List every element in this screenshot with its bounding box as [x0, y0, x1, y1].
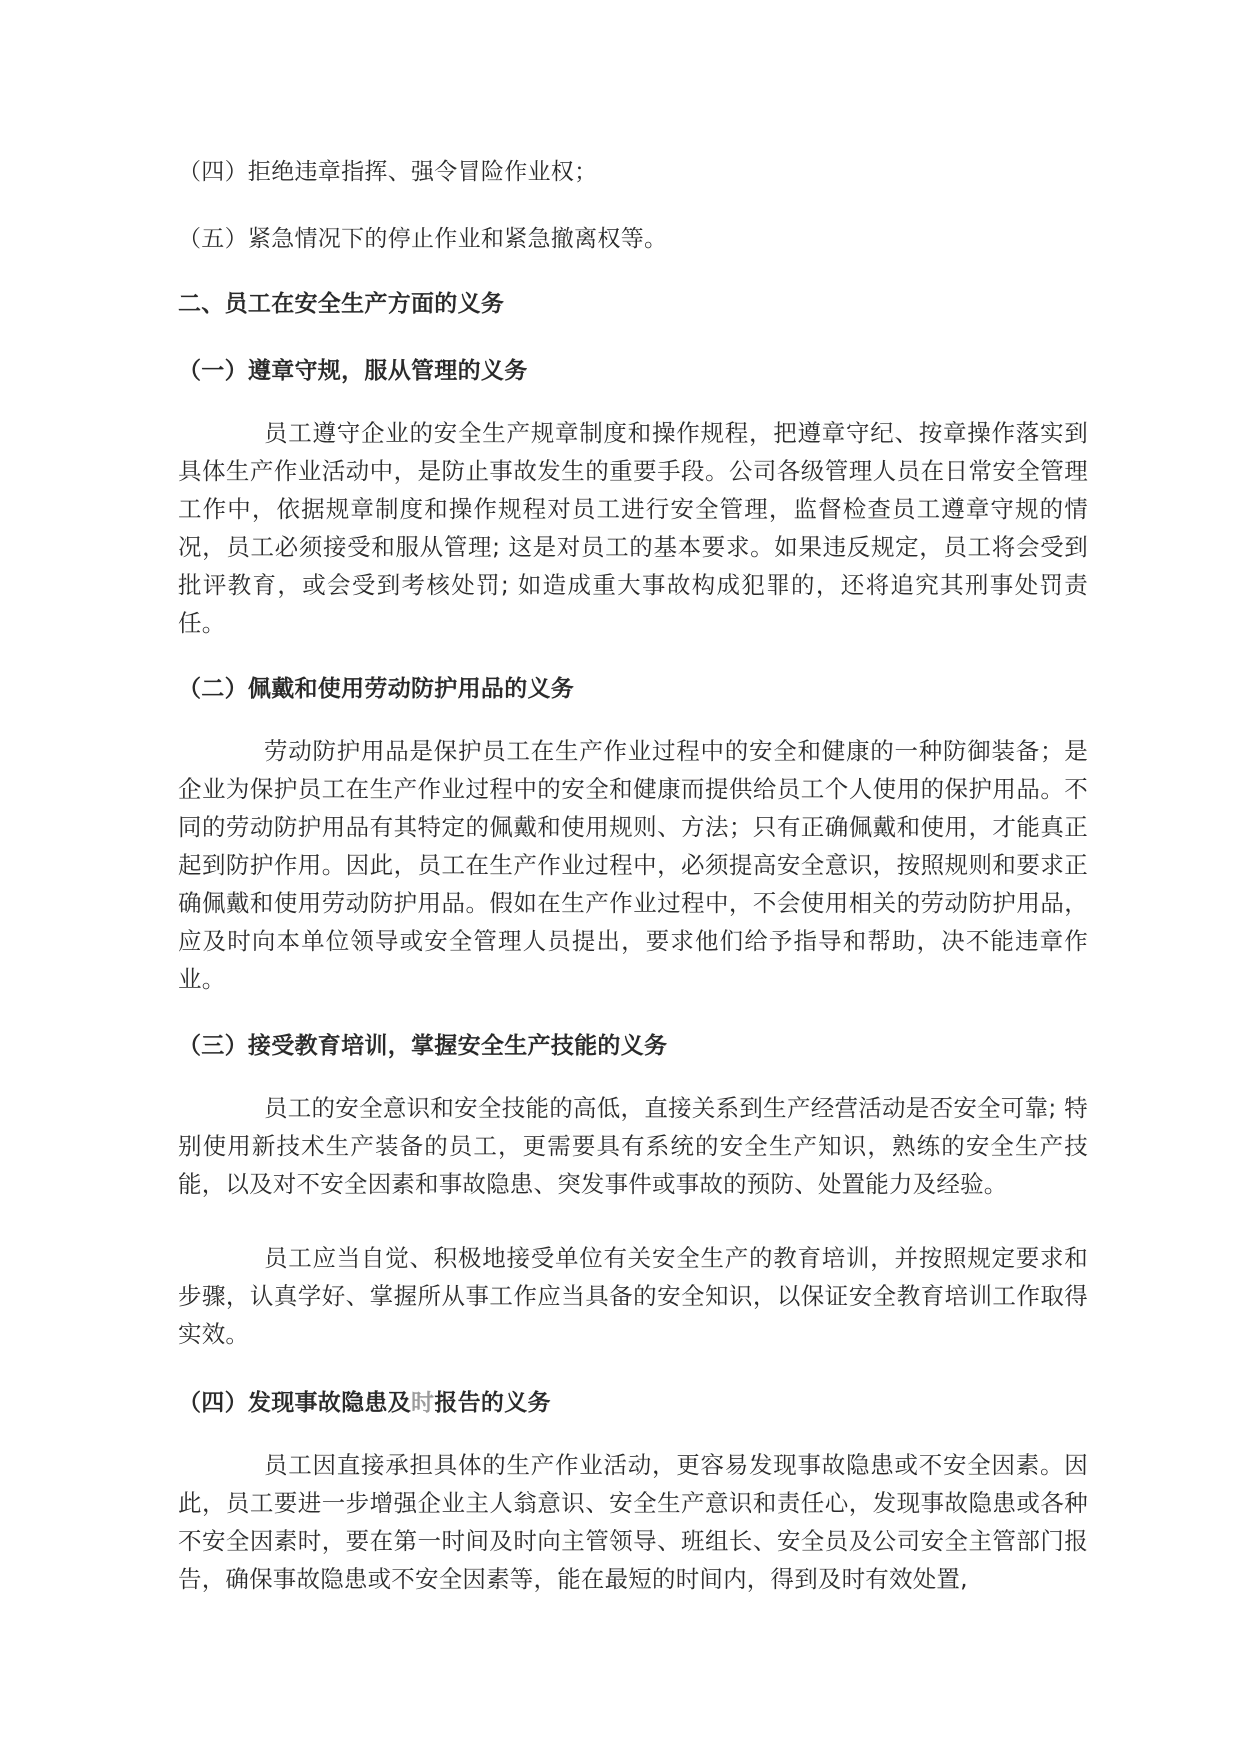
subsection-title-4-part-a: （四）发现事故隐患及: [178, 1390, 411, 1416]
paragraph-4: 员工应当自觉、积极地接受单位有关安全生产的教育培训，并按照规定要求和步骤，认真学好、掌握所从事工作应当具备的安全知识，以保证安全教育培训工作取得实效。: [178, 1244, 1088, 1348]
subsection-title-4-part-c: 报告的义务: [434, 1390, 551, 1416]
paragraph-3: 员工的安全意识和安全技能的高低，直接关系到生产经营活动是否安全可靠; 特别使用新技术生产装备的员工，更需要具有系统的安全生产知识，熟练的安全生产技能，以及对不安全因素和事故隐患、突发事件或事故的预防、处置能力及经验。: [178, 1094, 1088, 1198]
subsection-title-4-part-b: 时: [411, 1390, 435, 1416]
paragraph-2: 劳动防护用品是保护员工在生产作业过程中的安全和健康的一种防御装备；是企业为保护员工在生产作业过程中的安全和健康而提供给员工个人使用的保护用品。不同的劳动防护用品有其特定的佩戴和使用规则、方法；只有正确佩戴和使用，才能真正起到防护作用。因此，员工在生产作业过程中，必须提高安全意识，按照规则和要求正确佩戴和使用劳动防护用品。假如在生产作业过程中，不会使用相关的劳动防护用品，应及时向本单位领导或安全管理人员提出，要求他们给予指导和帮助，决不能违章作业。: [178, 737, 1088, 993]
right-item-4: （四）拒绝违章指挥、强令冒险作业权；: [178, 159, 598, 185]
right-item-5: （五）紧急情况下的停止作业和紧急撤离权等。: [178, 226, 668, 252]
section-title: 二、员工在安全生产方面的义务: [178, 291, 505, 317]
paragraph-5: 员工因直接承担具体的生产作业活动，更容易发现事故隐患或不安全因素。因此，员工要进一步增强企业主人翁意识、安全生产意识和责任心，发现事故隐患或各种不安全因素时，要在第一时间及时向主管领导、班组长、安全员及公司安全主管部门报告，确保事故隐患或不安全因素等，能在最短的时间内，得到及时有效处置,: [178, 1451, 1088, 1593]
paragraph-1: 员工遵守企业的安全生产规章制度和操作规程，把遵章守纪、按章操作落实到具体生产作业活动中，是防止事故发生的重要手段。公司各级管理人员在日常安全管理工作中，依据规章制度和操作规程对员工进行安全管理，监督检查员工遵章守规的情况，员工必须接受和服从管理; 这是对员工的基本要求。如果违反规定，员工将会受到批评教育，或会受到考核处罚; 如造成重大事故构成犯罪的，还将追究其刑事处罚责任。: [178, 419, 1088, 637]
subsection-title-4: [178, 1389, 551, 1417]
subsection-title-2: （二）佩戴和使用劳动防护用品的义务: [178, 676, 575, 702]
subsection-title-3: （三）接受教育培训，掌握安全生产技能的义务: [178, 1033, 668, 1059]
subsection-title-1: （一）遵章守规，服从管理的义务: [178, 358, 528, 384]
